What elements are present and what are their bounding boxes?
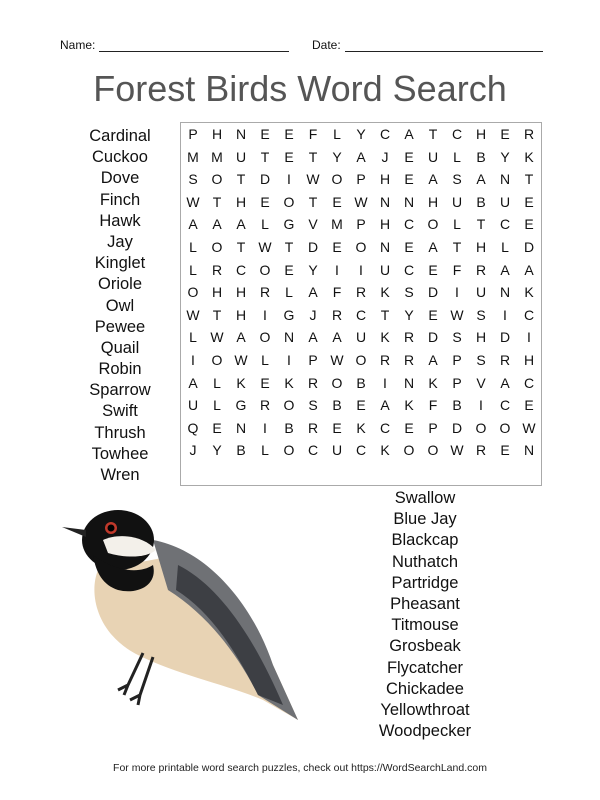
word-list-right xyxy=(360,488,490,742)
grid-letter: I xyxy=(359,261,363,278)
grid-letter: A xyxy=(236,216,246,233)
grid-letter: A xyxy=(404,126,414,142)
grid-letter: L xyxy=(261,442,269,459)
grid-letter: R xyxy=(475,261,487,278)
grid-letter: W xyxy=(210,329,224,346)
footer-note: For more printable word search puzzles, check out https://WordSearchLand.com xyxy=(113,762,487,774)
grid-letter: B xyxy=(356,374,366,391)
grid-letter: L xyxy=(333,126,341,142)
grid-letter: C xyxy=(355,306,367,323)
grid-letter: N xyxy=(499,284,511,301)
grid-letter: L xyxy=(261,216,269,233)
date-line[interactable] xyxy=(345,39,543,52)
grid-letter: L xyxy=(213,397,221,414)
grid-letter: N xyxy=(235,419,247,436)
name-label: Name: xyxy=(60,38,96,52)
grid-letter: L xyxy=(285,284,293,301)
grid-letter: C xyxy=(523,374,535,391)
grid-letter: H xyxy=(211,126,223,142)
grid-letter: U xyxy=(187,397,199,414)
word-item: Swallow xyxy=(394,489,456,507)
grid-letter: A xyxy=(212,216,222,233)
grid-letter: E xyxy=(524,397,534,414)
word-item: Robin xyxy=(98,360,142,379)
grid-letter: U xyxy=(499,193,511,210)
grid-letter: B xyxy=(452,397,462,414)
grid-letter: H xyxy=(211,284,223,301)
grid-letter: H xyxy=(379,216,391,233)
grid-letter: B xyxy=(476,193,486,210)
grid-letter: N xyxy=(235,126,247,142)
grid-letter: E xyxy=(284,148,294,165)
grid-letter: K xyxy=(236,374,246,391)
grid-letter: O xyxy=(283,193,295,210)
grid-letter: G xyxy=(235,397,247,414)
grid-letter: D xyxy=(307,238,319,255)
grid-letter: E xyxy=(260,374,270,391)
word-item: Wren xyxy=(100,466,140,484)
grid-letter: L xyxy=(189,238,197,255)
word-item: Yellowthroat xyxy=(380,700,470,719)
grid-letter: C xyxy=(307,442,319,459)
grid-letter: K xyxy=(524,148,534,165)
grid-letter: E xyxy=(260,193,270,210)
grid-letter: C xyxy=(451,126,463,142)
grid-letter: T xyxy=(212,306,222,323)
grid-letter: O xyxy=(355,238,367,255)
grid-letter: I xyxy=(191,351,195,368)
grid-letter: I xyxy=(263,306,267,323)
grid-letter: I xyxy=(287,171,291,188)
chickadee-illustration xyxy=(58,495,308,725)
grid-letter: O xyxy=(475,419,487,436)
grid-letter: L xyxy=(261,351,269,368)
word-item: Dove xyxy=(100,169,140,188)
word-item: Cardinal xyxy=(89,127,151,145)
grid-letter: N xyxy=(403,193,415,210)
grid-letter: O xyxy=(211,351,223,368)
grid-letter: N xyxy=(283,329,295,346)
word-item: Chickadee xyxy=(386,679,464,698)
grid-letter: D xyxy=(451,419,463,436)
grid-letter: A xyxy=(524,261,534,278)
page-title: Forest Birds Word Search xyxy=(93,68,507,109)
word-list-left xyxy=(70,126,170,486)
grid-letter: R xyxy=(355,284,367,301)
grid-letter: B xyxy=(284,419,294,436)
grid-letter: J xyxy=(189,442,197,459)
grid-letter: T xyxy=(284,238,294,255)
grid-letter: A xyxy=(308,329,318,346)
grid-letter: T xyxy=(236,238,246,255)
grid-letter: A xyxy=(308,284,318,301)
grid-letter: P xyxy=(428,419,438,436)
grid-letter: N xyxy=(499,171,511,188)
grid-letter: K xyxy=(380,442,390,459)
word-item: Thrush xyxy=(94,423,146,442)
word-item: Pheasant xyxy=(390,594,460,613)
grid-letter: E xyxy=(428,261,438,278)
grid-letter: W xyxy=(330,351,344,368)
grid-letter: I xyxy=(383,374,387,391)
grid-letter: L xyxy=(189,261,197,278)
word-item: Quail xyxy=(100,338,140,357)
grid-letter: M xyxy=(331,216,343,233)
grid-letter: I xyxy=(503,306,507,323)
word-item: Swift xyxy=(102,402,138,421)
grid-letter: E xyxy=(404,238,414,255)
grid-letter: U xyxy=(475,284,487,301)
grid-letter: C xyxy=(403,261,415,278)
grid-letter: O xyxy=(427,442,439,459)
name-line[interactable] xyxy=(99,39,289,52)
grid-letter: H xyxy=(523,351,535,368)
grid-letter: S xyxy=(188,171,198,188)
grid-letter: P xyxy=(452,374,462,391)
letter-grid xyxy=(180,122,542,486)
grid-letter: T xyxy=(524,171,534,188)
word-item: Partridge xyxy=(391,573,459,592)
grid-letter: O xyxy=(211,171,223,188)
grid-letter: E xyxy=(284,126,294,142)
grid-letter: E xyxy=(404,171,414,188)
grid-letter: R xyxy=(331,306,343,323)
word-item: Finch xyxy=(99,190,141,209)
grid-letter: E xyxy=(356,397,366,414)
name-field[interactable] xyxy=(60,38,289,52)
grid-letter: U xyxy=(427,148,439,165)
grid-letter: U xyxy=(451,193,463,210)
grid-letter: N xyxy=(379,193,391,210)
word-item: Flycatcher xyxy=(386,658,464,677)
grid-letter: E xyxy=(500,442,510,459)
grid-letter: P xyxy=(356,216,366,233)
grid-letter: Y xyxy=(404,306,414,323)
grid-letter: C xyxy=(355,442,367,459)
grid-letter: B xyxy=(332,397,342,414)
grid-letter: J xyxy=(309,306,317,323)
grid-letter: C xyxy=(235,261,247,278)
grid-letter: W xyxy=(354,193,368,210)
grid-letter: L xyxy=(189,329,197,346)
grid-letter: P xyxy=(452,351,462,368)
grid-letter: A xyxy=(500,374,510,391)
grid-letter: P xyxy=(308,351,318,368)
grid-letter: T xyxy=(428,126,438,142)
grid-letter: C xyxy=(499,397,511,414)
grid-letter: R xyxy=(475,442,487,459)
grid-letter: I xyxy=(335,261,339,278)
grid-letter: J xyxy=(381,148,389,165)
grid-letter: O xyxy=(259,329,271,346)
grid-letter: A xyxy=(236,329,246,346)
grid-letter: K xyxy=(380,284,390,301)
grid-letter: A xyxy=(500,261,510,278)
grid-letter: T xyxy=(308,193,318,210)
word-item: Nuthatch xyxy=(391,552,459,571)
grid-letter: Y xyxy=(332,148,342,165)
grid-letter: E xyxy=(260,126,270,142)
grid-letter: T xyxy=(308,148,318,165)
grid-letter: W xyxy=(450,442,464,459)
grid-letter: K xyxy=(404,397,414,414)
grid-letter: I xyxy=(287,351,291,368)
grid-letter: G xyxy=(283,216,295,233)
grid-letter: R xyxy=(259,397,271,414)
grid-letter: A xyxy=(428,351,438,368)
grid-letter: Q xyxy=(187,419,199,436)
grid-letter: S xyxy=(476,351,486,368)
grid-letter: O xyxy=(187,284,199,301)
grid-letter: H xyxy=(235,284,247,301)
grid-letter: D xyxy=(499,329,511,346)
date-label: Date: xyxy=(312,38,341,52)
grid-letter: O xyxy=(211,238,223,255)
grid-letter: W xyxy=(258,238,272,255)
grid-letter: E xyxy=(524,193,534,210)
grid-letter: E xyxy=(524,216,534,233)
word-item: Pewee xyxy=(94,317,146,336)
grid-letter: R xyxy=(499,351,511,368)
grid-letter: H xyxy=(475,329,487,346)
grid-letter: O xyxy=(499,419,511,436)
grid-letter: D xyxy=(259,171,271,188)
grid-letter: R xyxy=(379,351,391,368)
grid-letter: U xyxy=(355,329,367,346)
grid-letter: F xyxy=(332,284,342,301)
grid-letter: W xyxy=(186,193,200,210)
grid-letter: O xyxy=(259,261,271,278)
grid-letter: A xyxy=(188,374,198,391)
grid-letter: K xyxy=(284,374,294,391)
grid-letter: C xyxy=(523,306,535,323)
word-item: Blackcap xyxy=(391,531,459,550)
word-item: Kinglet xyxy=(94,254,146,273)
word-item: Oriole xyxy=(97,275,142,294)
grid-letter: E xyxy=(212,419,222,436)
grid-letter: F xyxy=(452,261,462,278)
word-item: Sparrow xyxy=(89,381,151,400)
date-field[interactable] xyxy=(312,38,543,52)
grid-letter: W xyxy=(234,351,248,368)
grid-letter: E xyxy=(284,261,294,278)
grid-letter: D xyxy=(427,329,439,346)
grid-letter: T xyxy=(452,238,462,255)
grid-letter: Y xyxy=(308,261,318,278)
word-item: Owl xyxy=(105,296,135,315)
grid-letter: E xyxy=(332,238,342,255)
grid-letter: O xyxy=(355,351,367,368)
grid-letter: W xyxy=(522,419,536,436)
grid-letter: O xyxy=(427,216,439,233)
grid-letter: E xyxy=(404,148,414,165)
grid-letter: A xyxy=(428,171,438,188)
grid-letter: I xyxy=(479,397,483,414)
grid-letter: U xyxy=(235,148,247,165)
grid-letter: W xyxy=(450,306,464,323)
grid-letter: R xyxy=(523,126,535,142)
word-item: Blue Jay xyxy=(393,510,457,529)
grid-letter: M xyxy=(211,148,223,165)
word-item: Grosbeak xyxy=(389,637,461,656)
grid-letter: M xyxy=(187,148,199,165)
grid-letter: T xyxy=(260,148,270,165)
grid-letter: K xyxy=(380,329,390,346)
grid-letter: W xyxy=(306,171,320,188)
grid-letter: B xyxy=(476,148,486,165)
grid-letter: K xyxy=(524,284,534,301)
grid-letter: C xyxy=(403,216,415,233)
grid-letter: E xyxy=(500,126,510,142)
grid-letter: A xyxy=(332,329,342,346)
grid-letter: O xyxy=(283,442,295,459)
word-item: Woodpecker xyxy=(378,722,472,741)
grid-letter: T xyxy=(380,306,390,323)
grid-letter: C xyxy=(379,419,391,436)
grid-letter: F xyxy=(428,397,438,414)
grid-letter: I xyxy=(263,419,267,436)
grid-letter: K xyxy=(428,374,438,391)
grid-letter: S xyxy=(452,329,462,346)
grid-letter: T xyxy=(476,216,486,233)
grid-letter: P xyxy=(356,171,366,188)
grid-letter: O xyxy=(283,397,295,414)
grid-letter: H xyxy=(475,126,487,142)
grid-letter: H xyxy=(235,193,247,210)
grid-letter: H xyxy=(427,193,439,210)
grid-letter: L xyxy=(213,374,221,391)
grid-letter: O xyxy=(331,374,343,391)
grid-letter: L xyxy=(453,148,461,165)
grid-letter: T xyxy=(236,171,246,188)
grid-letter: Y xyxy=(356,126,366,142)
grid-letter: A xyxy=(380,397,390,414)
grid-letter: A xyxy=(188,216,198,233)
grid-letter: U xyxy=(331,442,343,459)
word-item: Jay xyxy=(107,232,133,251)
grid-letter: T xyxy=(212,193,222,210)
grid-letter: D xyxy=(523,238,535,255)
grid-letter: E xyxy=(332,193,342,210)
grid-letter: A xyxy=(476,171,486,188)
word-item: Hawk xyxy=(99,211,141,230)
grid-letter: I xyxy=(527,329,531,346)
grid-letter: S xyxy=(308,397,318,414)
grid-letter: H xyxy=(235,306,247,323)
grid-letter: A xyxy=(356,148,366,165)
grid-letter: O xyxy=(331,171,343,188)
word-item: Titmouse xyxy=(391,616,459,635)
grid-letter: I xyxy=(455,284,459,301)
grid-letter: O xyxy=(403,442,415,459)
grid-letter: C xyxy=(379,126,391,142)
grid-letter: N xyxy=(379,238,391,255)
grid-letter: Y xyxy=(500,148,510,165)
word-item: Cuckoo xyxy=(92,148,148,167)
grid-letter: P xyxy=(188,126,198,142)
grid-letter: W xyxy=(186,306,200,323)
grid-letter: S xyxy=(452,171,462,188)
grid-letter: S xyxy=(476,306,486,323)
grid-letter: S xyxy=(404,284,414,301)
grid-letter: F xyxy=(308,126,318,142)
grid-letter: V xyxy=(308,216,318,233)
grid-letter: B xyxy=(236,442,246,459)
grid-letter: R xyxy=(259,284,271,301)
grid-letter: R xyxy=(211,261,223,278)
grid-letter: H xyxy=(379,171,391,188)
grid-letter: A xyxy=(428,238,438,255)
grid-letter: L xyxy=(453,216,461,233)
grid-letter: H xyxy=(475,238,487,255)
grid-letter: E xyxy=(404,419,414,436)
grid-letter: V xyxy=(476,374,486,391)
grid-letter: Y xyxy=(212,442,222,459)
grid-letter: R xyxy=(307,374,319,391)
grid-letter: R xyxy=(403,351,415,368)
grid-letter: G xyxy=(283,306,295,323)
word-item: Towhee xyxy=(91,444,149,463)
grid-letter: D xyxy=(427,284,439,301)
grid-letter: R xyxy=(307,419,319,436)
grid-letter: E xyxy=(332,419,342,436)
grid-letter: N xyxy=(403,374,415,391)
grid-letter: E xyxy=(428,306,438,323)
grid-letter: N xyxy=(523,442,535,459)
grid-letter: K xyxy=(356,419,366,436)
grid-letter: R xyxy=(403,329,415,346)
grid-letter: C xyxy=(499,216,511,233)
grid-letter: U xyxy=(379,261,391,278)
grid-letter: L xyxy=(501,238,509,255)
